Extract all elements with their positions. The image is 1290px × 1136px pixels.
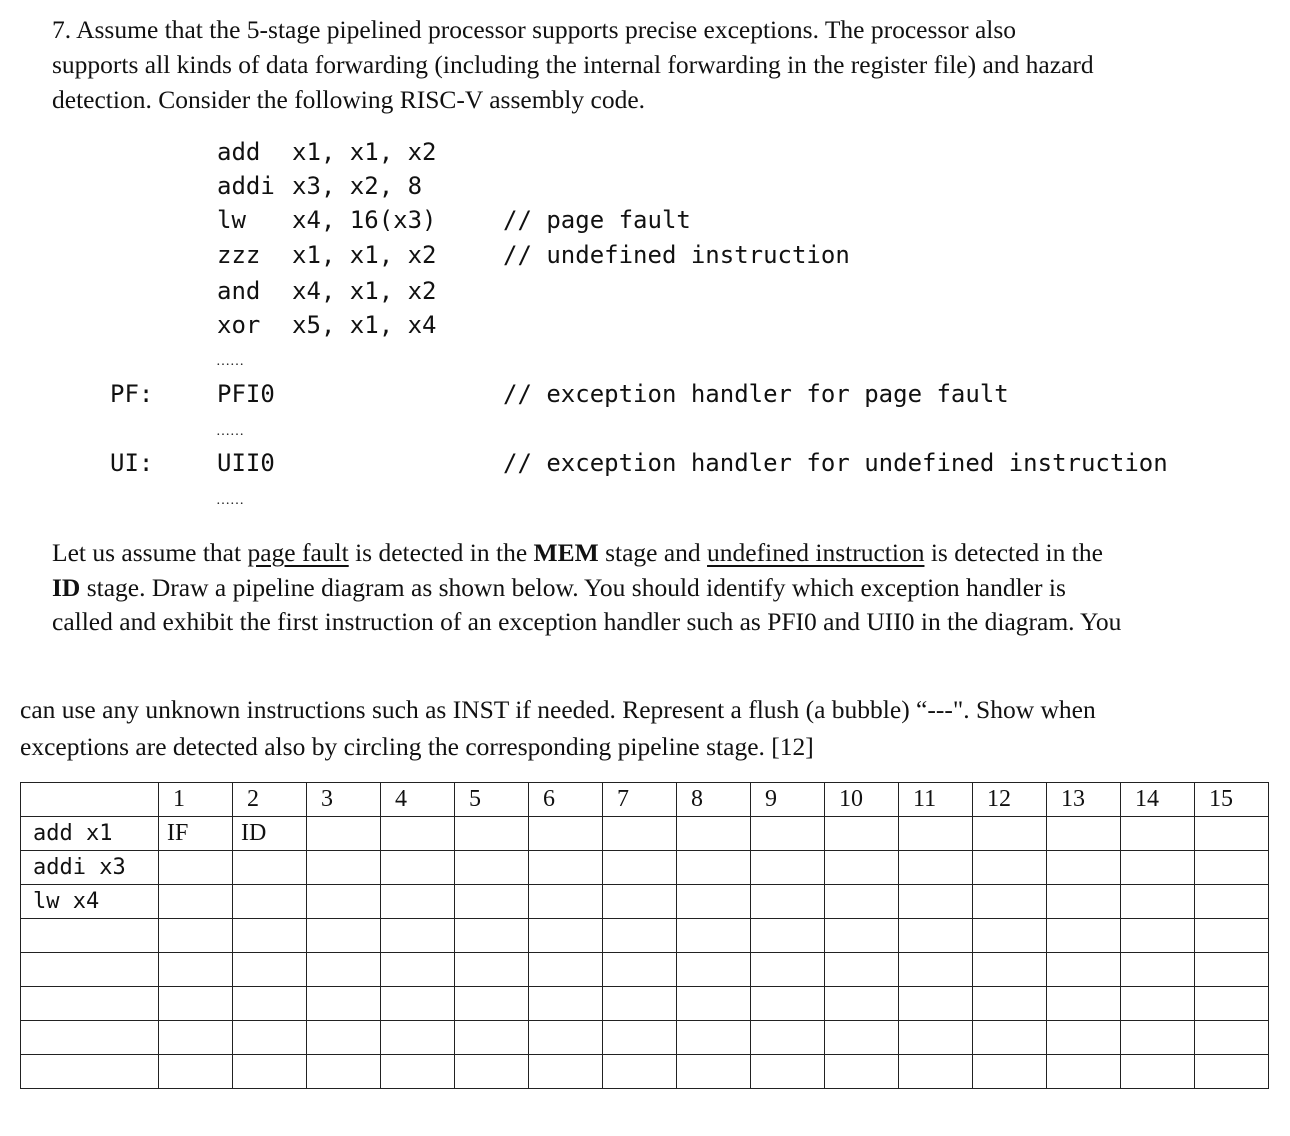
stage-cell[interactable] bbox=[899, 851, 973, 885]
code-ellipsis: …… bbox=[216, 493, 244, 508]
code-comment: // undefined instruction bbox=[503, 241, 850, 269]
stage-cell[interactable] bbox=[603, 1021, 677, 1055]
table-row bbox=[21, 1055, 1269, 1089]
stage-cell[interactable] bbox=[529, 851, 603, 885]
code-args: x1, x1, x2 bbox=[292, 241, 437, 269]
intro-line: supports all kinds of data forwarding (including the internal forwarding in the register file) and hazard bbox=[52, 50, 1094, 79]
stage-cell[interactable] bbox=[529, 817, 603, 851]
stage-cell[interactable] bbox=[825, 919, 899, 953]
paragraph-line: called and exhibit the first instruction of an exception handler such as PFI0 and UII0 in the diagram. You bbox=[52, 607, 1122, 636]
stage-cell[interactable] bbox=[455, 987, 529, 1021]
stage-cell[interactable] bbox=[751, 885, 825, 919]
stage-cell[interactable] bbox=[233, 953, 307, 987]
stage-cell[interactable] bbox=[455, 817, 529, 851]
stage-cell[interactable] bbox=[677, 817, 751, 851]
stage-cell[interactable] bbox=[233, 1055, 307, 1089]
stage-cell[interactable] bbox=[307, 817, 381, 851]
stage-cell[interactable] bbox=[1195, 817, 1269, 851]
stage-cell[interactable] bbox=[751, 919, 825, 953]
stage-cell[interactable] bbox=[1195, 953, 1269, 987]
stage-cell[interactable] bbox=[455, 885, 529, 919]
stage-cell[interactable] bbox=[973, 987, 1047, 1021]
cycle-header: 11 bbox=[899, 783, 973, 817]
intro-line: 7. Assume that the 5-stage pipelined processor supports precise exceptions. The processor also bbox=[52, 15, 1017, 44]
stage-cell[interactable] bbox=[307, 1055, 381, 1089]
bold-term: ID bbox=[52, 572, 81, 602]
instruction-label[interactable]: lw x4 bbox=[21, 885, 159, 919]
stage-cell[interactable] bbox=[603, 953, 677, 987]
stage-cell[interactable] bbox=[973, 953, 1047, 987]
instruction-label[interactable]: add x1 bbox=[21, 817, 159, 851]
handler-instr: UII0 bbox=[217, 449, 275, 477]
cycle-header: 4 bbox=[381, 783, 455, 817]
cycle-header: 5 bbox=[455, 783, 529, 817]
stage-cell[interactable] bbox=[381, 817, 455, 851]
stage-cell[interactable] bbox=[973, 1021, 1047, 1055]
stage-cell[interactable] bbox=[973, 919, 1047, 953]
code-op: addi bbox=[217, 172, 275, 200]
table-row bbox=[21, 1021, 1269, 1055]
stage-cell[interactable] bbox=[455, 1021, 529, 1055]
stage-cell[interactable] bbox=[455, 919, 529, 953]
stage-cell[interactable] bbox=[973, 817, 1047, 851]
stage-cell[interactable] bbox=[307, 953, 381, 987]
stage-cell[interactable] bbox=[1121, 817, 1195, 851]
stage-cell[interactable] bbox=[381, 919, 455, 953]
stage-cell[interactable] bbox=[603, 987, 677, 1021]
instruction-label[interactable] bbox=[21, 987, 159, 1021]
stage-cell[interactable] bbox=[751, 987, 825, 1021]
cycle-header: 7 bbox=[603, 783, 677, 817]
stage-cell[interactable] bbox=[1121, 851, 1195, 885]
instruction-label[interactable] bbox=[21, 919, 159, 953]
stage-cell[interactable] bbox=[381, 987, 455, 1021]
cycle-header: 14 bbox=[1121, 783, 1195, 817]
stage-cell[interactable] bbox=[825, 987, 899, 1021]
stage-cell[interactable] bbox=[1047, 885, 1121, 919]
stage-cell[interactable] bbox=[159, 919, 233, 953]
handler-label: UI: bbox=[110, 449, 154, 477]
stage-cell[interactable] bbox=[529, 1021, 603, 1055]
instruction-label[interactable] bbox=[21, 1055, 159, 1089]
stage-cell[interactable] bbox=[529, 953, 603, 987]
underlined-term: page fault bbox=[247, 538, 349, 567]
stage-cell[interactable] bbox=[1121, 885, 1195, 919]
stage-cell[interactable] bbox=[973, 851, 1047, 885]
stage-cell[interactable] bbox=[381, 885, 455, 919]
stage-cell[interactable] bbox=[751, 953, 825, 987]
stage-cell[interactable] bbox=[899, 1021, 973, 1055]
stage-cell[interactable] bbox=[1121, 1055, 1195, 1089]
stage-cell[interactable] bbox=[307, 885, 381, 919]
stage-cell[interactable] bbox=[529, 885, 603, 919]
stage-cell[interactable] bbox=[1047, 987, 1121, 1021]
stage-cell[interactable] bbox=[159, 1021, 233, 1055]
paragraph-line: can use any unknown instructions such as INST if needed. Represent a flush (a bubble) “---". Show when bbox=[20, 695, 1096, 724]
table-row bbox=[21, 817, 1269, 851]
stage-cell[interactable] bbox=[1195, 851, 1269, 885]
cycle-header: 6 bbox=[529, 783, 603, 817]
code-args: x3, x2, 8 bbox=[292, 172, 423, 200]
table-row bbox=[21, 987, 1269, 1021]
stage-cell[interactable] bbox=[159, 1055, 233, 1089]
stage-cell[interactable] bbox=[677, 851, 751, 885]
cycle-header: 8 bbox=[677, 783, 751, 817]
paragraph-line: exceptions are detected also by circling the corresponding pipeline stage. [12] bbox=[20, 732, 814, 761]
stage-cell[interactable] bbox=[159, 851, 233, 885]
stage-cell[interactable] bbox=[677, 953, 751, 987]
stage-cell[interactable] bbox=[899, 919, 973, 953]
stage-cell[interactable] bbox=[603, 851, 677, 885]
stage-cell[interactable] bbox=[1195, 919, 1269, 953]
stage-cell[interactable] bbox=[751, 1055, 825, 1089]
stage-cell[interactable] bbox=[825, 953, 899, 987]
stage-cell[interactable] bbox=[529, 987, 603, 1021]
cycle-header: 12 bbox=[973, 783, 1047, 817]
stage-cell[interactable] bbox=[899, 885, 973, 919]
stage-cell[interactable] bbox=[899, 987, 973, 1021]
stage-cell[interactable] bbox=[825, 817, 899, 851]
code-ellipsis: …… bbox=[216, 354, 244, 369]
instructions-paragraph bbox=[52, 536, 1121, 640]
stage-cell[interactable] bbox=[677, 1021, 751, 1055]
stage-cell[interactable] bbox=[455, 1055, 529, 1089]
cycle-header: 15 bbox=[1195, 783, 1269, 817]
stage-cell[interactable] bbox=[825, 851, 899, 885]
corner-cell bbox=[21, 783, 159, 817]
code-args: x4, x1, x2 bbox=[292, 277, 437, 305]
stage-cell[interactable] bbox=[751, 1021, 825, 1055]
table-row bbox=[21, 851, 1269, 885]
code-args: x1, x1, x2 bbox=[292, 138, 437, 166]
stage-cell[interactable] bbox=[973, 1055, 1047, 1089]
stage-cell[interactable] bbox=[455, 851, 529, 885]
stage-cell[interactable] bbox=[899, 953, 973, 987]
stage-cell[interactable] bbox=[899, 817, 973, 851]
stage-cell[interactable] bbox=[1047, 919, 1121, 953]
handler-instr: PFI0 bbox=[217, 380, 275, 408]
stage-cell[interactable] bbox=[307, 987, 381, 1021]
stage-cell[interactable]: IF bbox=[159, 817, 233, 851]
table-row bbox=[21, 919, 1269, 953]
stage-cell[interactable] bbox=[159, 885, 233, 919]
stage-cell[interactable] bbox=[825, 885, 899, 919]
code-op: lw bbox=[217, 206, 246, 234]
stage-cell[interactable] bbox=[381, 1055, 455, 1089]
code-args: x4, 16(x3) bbox=[292, 206, 437, 234]
stage-cell[interactable] bbox=[1047, 851, 1121, 885]
cycle-header: 13 bbox=[1047, 783, 1121, 817]
stage-cell[interactable] bbox=[751, 817, 825, 851]
code-comment: // page fault bbox=[503, 206, 691, 234]
stage-cell[interactable] bbox=[1195, 885, 1269, 919]
stage-cell[interactable] bbox=[159, 953, 233, 987]
stage-cell[interactable] bbox=[455, 953, 529, 987]
instructions-paragraph-continued bbox=[20, 691, 1096, 765]
cycle-header: 2 bbox=[233, 783, 307, 817]
stage-cell[interactable] bbox=[381, 851, 455, 885]
stage-cell[interactable] bbox=[307, 919, 381, 953]
stage-cell[interactable] bbox=[677, 919, 751, 953]
cycle-header: 9 bbox=[751, 783, 825, 817]
stage-cell[interactable] bbox=[603, 1055, 677, 1089]
stage-cell[interactable] bbox=[233, 851, 307, 885]
cycle-header: 10 bbox=[825, 783, 899, 817]
stage-cell[interactable] bbox=[825, 1021, 899, 1055]
stage-cell[interactable] bbox=[381, 1021, 455, 1055]
stage-cell[interactable] bbox=[677, 885, 751, 919]
stage-cell[interactable] bbox=[233, 987, 307, 1021]
stage-cell[interactable] bbox=[1047, 1055, 1121, 1089]
stage-cell[interactable] bbox=[603, 817, 677, 851]
bold-term: MEM bbox=[533, 538, 599, 567]
table-row bbox=[21, 885, 1269, 919]
stage-cell[interactable] bbox=[529, 1055, 603, 1089]
stage-cell[interactable] bbox=[677, 987, 751, 1021]
stage-cell[interactable] bbox=[1047, 817, 1121, 851]
stage-cell[interactable] bbox=[1121, 919, 1195, 953]
pipeline-diagram-table bbox=[20, 782, 1269, 1089]
stage-cell[interactable] bbox=[1121, 1021, 1195, 1055]
stage-cell[interactable] bbox=[529, 919, 603, 953]
code-ellipsis: …… bbox=[216, 424, 244, 439]
instruction-label[interactable] bbox=[21, 1021, 159, 1055]
table-row bbox=[21, 953, 1269, 987]
code-op: and bbox=[217, 277, 261, 305]
stage-cell[interactable] bbox=[899, 1055, 973, 1089]
stage-cell[interactable] bbox=[751, 851, 825, 885]
code-op: xor bbox=[217, 311, 261, 339]
stage-cell[interactable] bbox=[677, 1055, 751, 1089]
stage-cell[interactable] bbox=[1195, 1021, 1269, 1055]
stage-cell[interactable] bbox=[1047, 953, 1121, 987]
question-intro bbox=[52, 12, 1267, 117]
table-header-row bbox=[21, 783, 1269, 817]
stage-cell[interactable] bbox=[603, 885, 677, 919]
stage-cell[interactable] bbox=[603, 919, 677, 953]
cycle-header: 1 bbox=[159, 783, 233, 817]
stage-cell[interactable] bbox=[973, 885, 1047, 919]
instruction-label[interactable]: addi x3 bbox=[21, 851, 159, 885]
intro-line: detection. Consider the following RISC-V assembly code. bbox=[52, 85, 646, 114]
handler-comment: // exception handler for page fault bbox=[503, 380, 1009, 408]
stage-cell[interactable] bbox=[1121, 987, 1195, 1021]
stage-cell[interactable]: ID bbox=[233, 817, 307, 851]
stage-cell[interactable] bbox=[825, 1055, 899, 1089]
stage-cell[interactable] bbox=[307, 1021, 381, 1055]
code-args: x5, x1, x4 bbox=[292, 311, 437, 339]
stage-cell[interactable] bbox=[233, 885, 307, 919]
paragraph-line: ID stage. Draw a pipeline diagram as shown below. You should identify which exception handler is bbox=[52, 572, 1066, 602]
handler-comment: // exception handler for undefined instruction bbox=[503, 449, 1168, 477]
stage-cell[interactable] bbox=[381, 953, 455, 987]
code-op: add bbox=[217, 138, 261, 166]
handler-label: PF: bbox=[110, 380, 154, 408]
code-op: zzz bbox=[217, 241, 261, 269]
underlined-term: undefined instruction bbox=[707, 538, 925, 567]
cycle-header: 3 bbox=[307, 783, 381, 817]
paragraph-line: Let us assume that page fault is detected in the MEM stage and undefined instruction is detected in the bbox=[52, 538, 1103, 567]
stage-cell[interactable] bbox=[1047, 1021, 1121, 1055]
instruction-label[interactable] bbox=[21, 953, 159, 987]
stage-cell[interactable] bbox=[1195, 987, 1269, 1021]
stage-cell[interactable] bbox=[159, 987, 233, 1021]
stage-cell[interactable] bbox=[233, 919, 307, 953]
stage-cell[interactable] bbox=[233, 1021, 307, 1055]
stage-cell[interactable] bbox=[1195, 1055, 1269, 1089]
stage-cell[interactable] bbox=[307, 851, 381, 885]
stage-cell[interactable] bbox=[1121, 953, 1195, 987]
